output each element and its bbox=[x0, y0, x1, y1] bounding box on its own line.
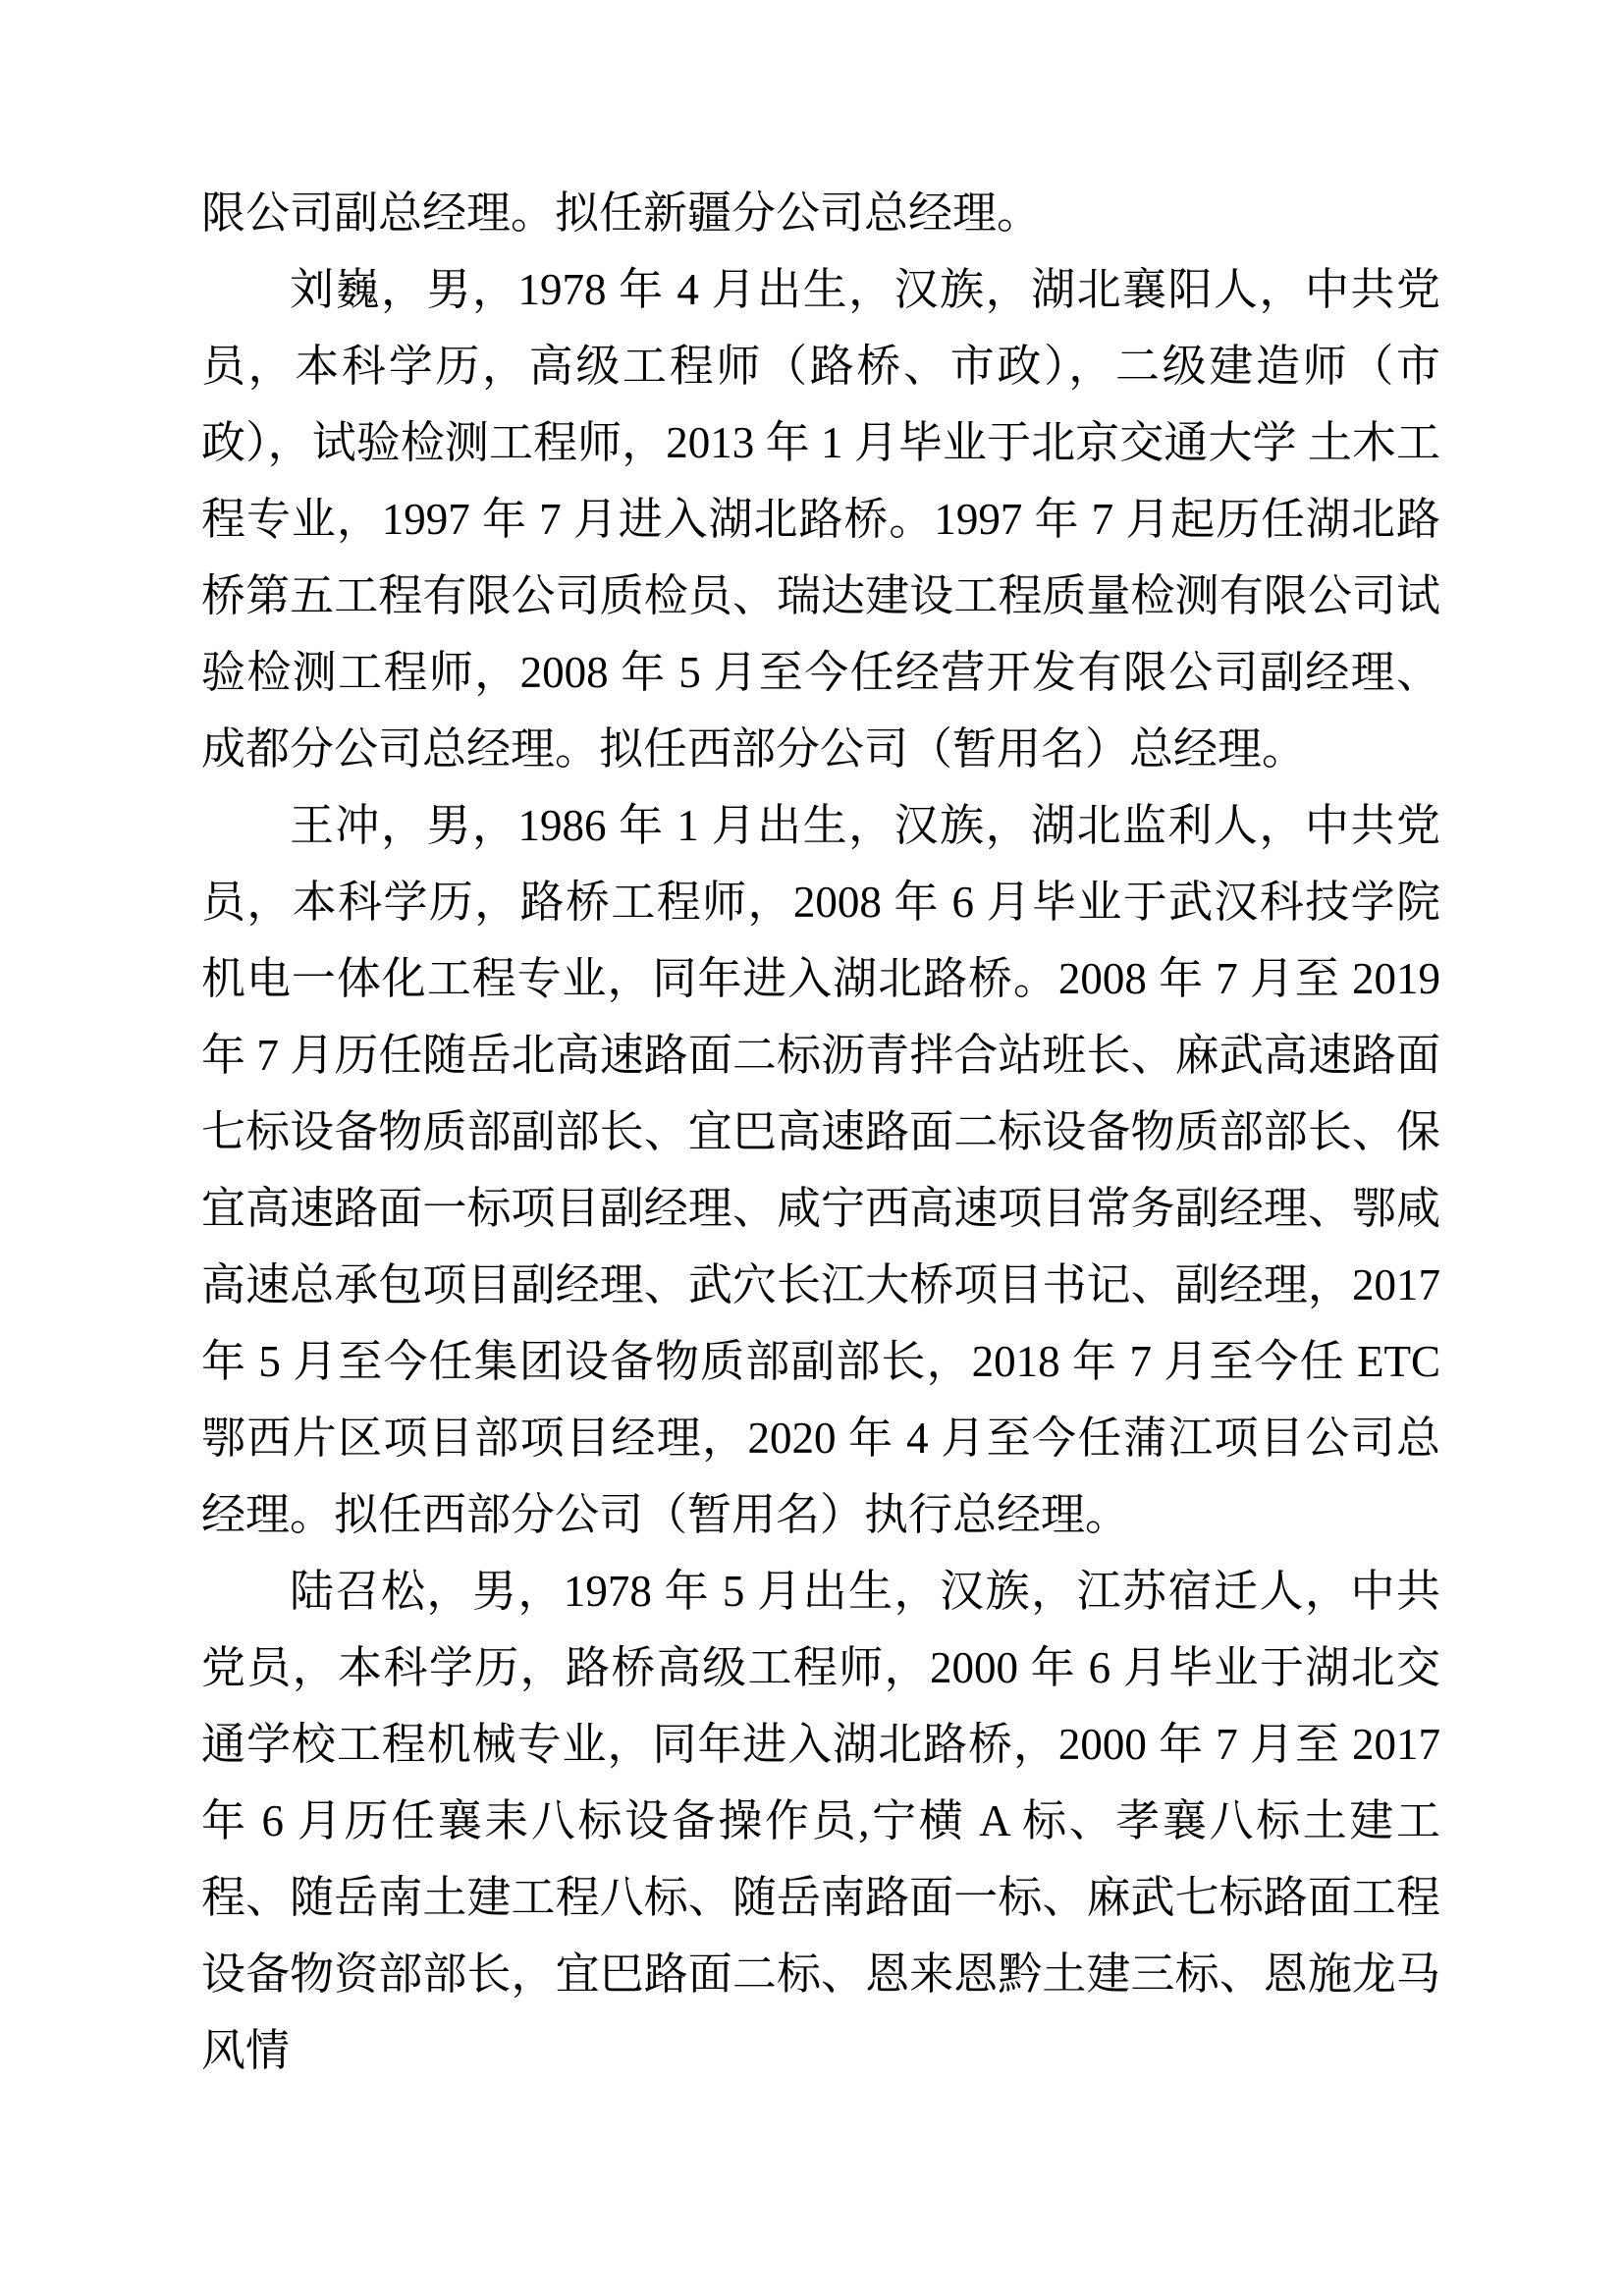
paragraph-bio-wang-chong: 王冲，男，1986 年 1 月出生，汉族，湖北监利人，中共党员，本科学历，路桥工程师，2008 年 6 月毕业于武汉科技学院机电一体化工程专业，同年进入湖北路桥。2008 年 7 月至 2019 年 7 月历任随岳北高速路面二标沥青拌合站班长、麻武高速路面七标设备物质部副部长、宜巴高速路面二标设备物质部部长、保宜高速路面一标项目副经理、咸宁西高速项目常务副经理、鄂咸高速总承包项目副经理、武穴长江大桥项目书记、副经理，2017 年 5 月至今任集团设备物质部副部长，2018 年 7 月至今任 ETC 鄂西片区项目部项目经理，2020 年 4 月至今任蒲江项目公司总经理。拟任西部分公司（暂用名）执行总经理。 bbox=[201, 801, 1440, 1539]
paragraph-continuation: 限公司副总经理。拟任新疆分公司总经理。 bbox=[201, 188, 1042, 238]
document-body bbox=[201, 175, 1440, 2089]
paragraph-bio-lu-zhaosong: 陆召松，男，1978 年 5 月出生，汉族，江苏宿迁人，中共党员，本科学历，路桥高级工程师，2000 年 6 月毕业于湖北交通学校工程机械专业，同年进入湖北路桥，2000 年 7 月至 2017 年 6 月历任襄耒八标设备操作员,宁横 A 标、孝襄八标土建工程、随岳南土建工程八标、随岳南路面一标、麻武七标路面工程设备物资部部长，宜巴路面二标、恩来恩黔土建三标、恩施龙马风情 bbox=[201, 1567, 1440, 2075]
paragraph-bio-liu-wei: 刘巍，男，1978 年 4 月出生，汉族，湖北襄阳人，中共党员，本科学历，高级工程师（路桥、市政），二级建造师（市政），试验检测工程师，2013 年 1 月毕业于北京交通大学 土木工程专业，1997 年 7 月进入湖北路桥。1997 年 7 月起历任湖北路桥第五工程有限公司质检员、瑞达建设工程质量检测有限公司试验检测工程师，2008 年 5 月至今任经营开发有限公司副经理、成都分公司总经理。拟任西部分公司（暂用名）总经理。 bbox=[201, 265, 1440, 774]
